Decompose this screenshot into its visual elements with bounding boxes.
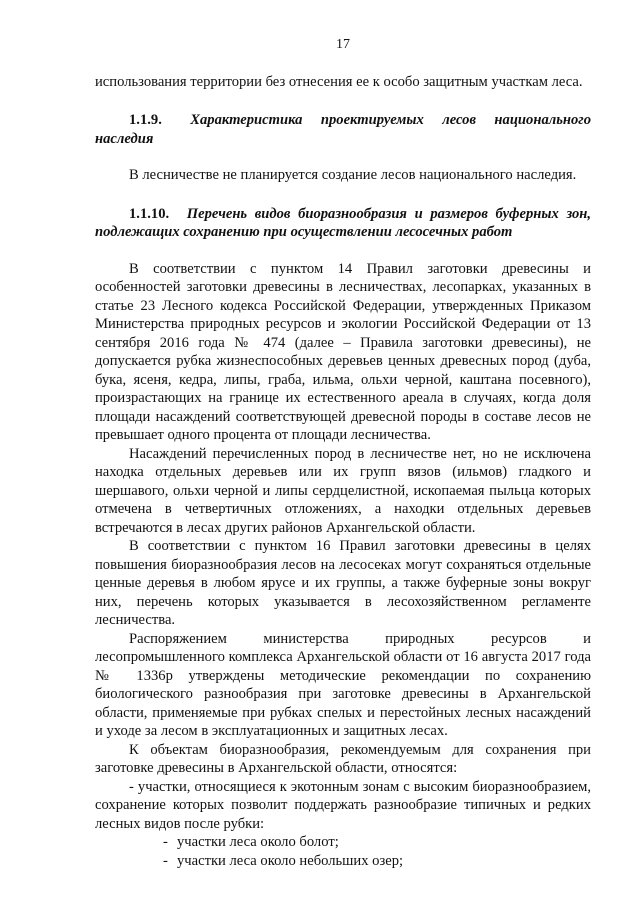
body-paragraph: В соответствии с пунктом 14 Правил заготовки древесины и особенностей заготовки древесины в лесничествах, лесопарках, указанных в статье 23 Лесного кодекса Российской Федерации, утвержденных Приказом Министерства природных ресурсов и экологии Российской Федерации от 13 сентября 2016 года № 474 (далее – Правила заготовки древесины), не допускается рубка жизнеспособных деревьев ценных древесных пород (дуба, бука, ясеня, кедра, липы, граба, ильма, ольхи черной, каштана посевного), произрастающих на границе их естественного ареала в случаях, когда доля площади насаждений соответствующей древесной породы в составе лесов не превышает одного процента от площади лесничества. <box>95 260 591 443</box>
body-paragraph: К объектам биоразнообразия, рекомендуемым для сохранения при заготовке древесины в Архангельской области, относятся: <box>95 741 591 776</box>
section-number: 1.1.9. <box>129 112 162 128</box>
bullet-dash: - <box>163 834 168 850</box>
list-intro-paragraph: - участки, относящиеся к экотонным зонам с высоким биоразнообразием, сохранение которых позволит поддержать разнообразие типичных и редких лесных видов после рубки: <box>95 778 591 832</box>
page-number: 17 <box>336 37 350 52</box>
list-item <box>95 852 591 871</box>
section-title: Характеристика проектируемых лесов национального наследия <box>95 112 591 147</box>
body-paragraph: Насаждений перечисленных пород в лесничестве нет, но не исключена находка отдельных деревьев или их групп вязов (ильмов) гладкого и шершавого, ольхи черной и липы сердцелистной, ископаемая пыльца которых отмечена в четвертичных отложениях, а находки отдельных деревьев встречаются в лесах других районов Архангельской области. <box>95 445 591 536</box>
document-page <box>95 36 591 870</box>
list-item <box>95 833 591 852</box>
list-item-text: участки леса около небольших озер; <box>177 852 404 869</box>
intro-paragraph-tail: использования территории без отнесения ее к особо защитным участкам леса. <box>95 73 583 90</box>
section-number: 1.1.10. <box>129 205 170 222</box>
section-heading-1-1-9 <box>95 111 591 148</box>
list-item-text: участки леса около болот; <box>177 834 339 850</box>
bullet-dash: - <box>163 852 168 869</box>
body-paragraph: В соответствии с пунктом 16 Правил заготовки древесины в целях повышения биоразнообразия лесов на лесосеках могут сохраняться отдельные ценные деревья в любом ярусе и их группы, а также буферные зоны вокруг них, перечень которых указывается в лесохозяйственном регламенте лесничества. <box>95 538 591 628</box>
section-1-1-9-text: В лесничестве не планируется создание лесов национального наследия. <box>129 167 577 183</box>
body-paragraph: Распоряжением министерства природных ресурсов и лесопромышленного комплекса Архангельской области от 16 августа 2017 года № 1336р утверждены методические рекомендации по сохранению биологического разнообразия при заготовке древесины в Архангельской области, применяемые при рубках спелых и перестойных лесных насаждений и уходе за лесом в эксплуатационных и защитных лесах. <box>95 630 591 739</box>
section-title: Перечень видов биоразнообразия и размеров буферных зон, подлежащих сохранению при осуществлении лесосечных работ <box>95 205 591 240</box>
section-heading-1-1-10 <box>95 205 591 242</box>
